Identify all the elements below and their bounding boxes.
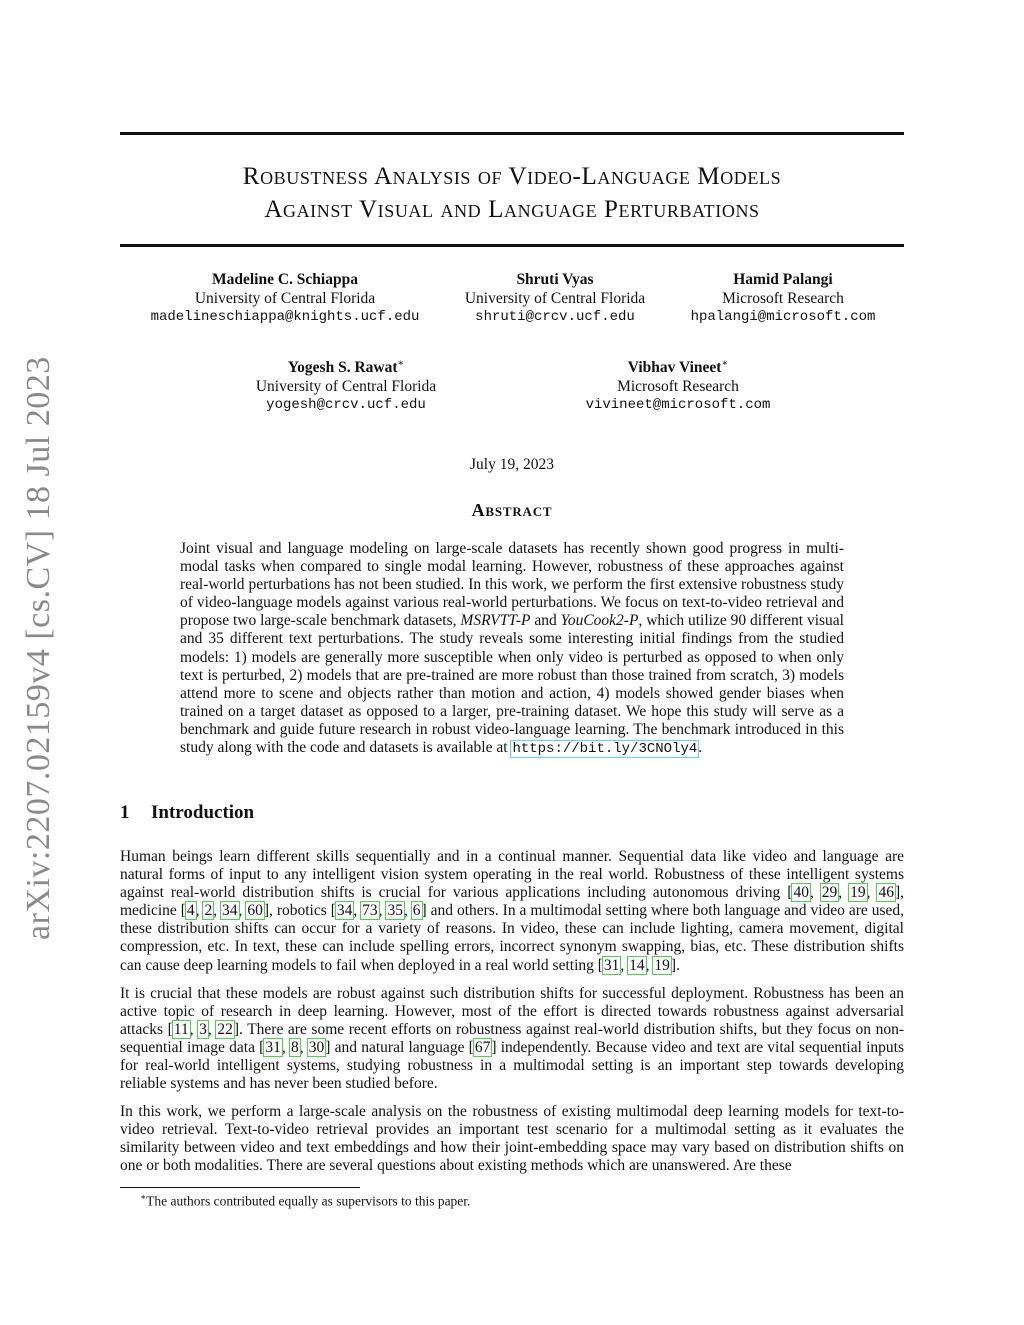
author-name: Yogesh S. Rawat∗ xyxy=(287,358,405,377)
author-name: Madeline C. Schiappa xyxy=(212,271,358,288)
arxiv-stamp: arXiv:2207.02159v4 [cs.CV] 18 Jul 2023 xyxy=(20,356,57,940)
citation-link[interactable]: 30 xyxy=(308,1039,325,1057)
author-name: Shruti Vyas xyxy=(516,271,594,288)
citation-link[interactable]: 4 xyxy=(186,902,195,920)
citation-link[interactable]: 29 xyxy=(821,884,838,902)
citation-link[interactable]: 8 xyxy=(290,1039,299,1057)
citation-link[interactable]: 14 xyxy=(629,956,645,974)
citation-link[interactable]: 3 xyxy=(199,1021,207,1039)
footnote-rule xyxy=(120,1187,360,1188)
author-affiliation: University of Central Florida xyxy=(464,290,646,307)
code-link[interactable]: https://bit.ly/3CNOly4 xyxy=(512,741,698,758)
citation-link[interactable]: 73 xyxy=(362,902,378,920)
citation-link[interactable]: 35 xyxy=(387,902,403,920)
citation-link[interactable]: 40 xyxy=(793,884,809,902)
intro-paragraph: It is crucial that these models are robust against such distribution shifts for successful deployment. Robustness has been an active topic of research in deep learning. However, most of the effort is directed towards robustness against adversarial attacks [11, 3, 22]. There are some recent efforts on robustness against real-world distribution shifts, but they focus on non-sequential image data [31, 8, 30] and natural language [67] independently. Because video and text are vital sequential inputs for real-world intelligent systems, studying robustness in a multimodal setting is an important step towards developing reliable systems and has never been studied before. xyxy=(120,985,904,1093)
author-block xyxy=(560,354,796,415)
title-bottom-rule xyxy=(120,244,904,247)
citation-link[interactable]: 2 xyxy=(204,902,213,920)
citation-link[interactable]: 31 xyxy=(265,1039,281,1057)
author-block xyxy=(236,354,456,415)
citation-link[interactable]: 34 xyxy=(222,902,238,920)
title-line-1: Robustness Analysis of Video-Language Models xyxy=(242,163,782,190)
intro-paragraph: Human beings learn different skills sequentially and in a continual manner. Sequential data like video and language are natural forms of input to any intelligent vision system operating in the real world. Robustness of these intelligent systems against real-world distribution shifts is crucial for various applications including autonomous driving [40, 29, 19, 46], medicine [4, 2, 34, 60], robotics [34, 73, 35, 6] and others. In a multimodal setting where both language and video are used, these distribution shifts can occur for a variety of reasons. In video, these can include lighting, camera movement, digital compression, etc. In text, these can include spelling errors, incorrect synonym swapping, bias, etc. These distribution shifts can cause deep learning models to fail when deployed in a real world setting [31, 14, 19]. xyxy=(120,848,905,974)
citation-link[interactable]: 19 xyxy=(850,884,866,902)
author-block xyxy=(440,270,670,327)
intro-paragraph: In this work, we perform a large-scale analysis on the robustness of existing multimodal deep learning models for text-to-video retrieval. Text-to-video retrieval provides an important test scenario for a multimodal setting as it evaluates the similarity between video and text embeddings and how their joint-embedding space may vary based on distribution shifts on one or both modalities. There are several questions about existing methods which are unanswered. Are these xyxy=(120,1103,904,1175)
author-block xyxy=(130,270,440,327)
author-email[interactable]: hpalangi@microsoft.com xyxy=(690,309,876,325)
citation-link[interactable]: 19 xyxy=(654,956,670,974)
author-block xyxy=(672,270,894,327)
citation-link[interactable]: 31 xyxy=(603,956,620,974)
citation-link[interactable]: 6 xyxy=(412,902,421,920)
citation-link[interactable]: 46 xyxy=(878,884,894,902)
author-email[interactable]: shruti@crcv.ucf.edu xyxy=(475,309,635,325)
author-email[interactable]: madelineschiappa@knights.ucf.edu xyxy=(150,309,420,325)
abstract-heading: Abstract xyxy=(471,500,553,520)
footnote: ∗The authors contributed equally as supervisors to this paper. xyxy=(140,1192,471,1209)
author-affiliation: University of Central Florida xyxy=(255,378,437,396)
paper-title xyxy=(120,160,904,226)
author-affiliation: Microsoft Research xyxy=(617,378,739,396)
author-affiliation: Microsoft Research xyxy=(722,290,844,307)
title-top-rule xyxy=(120,132,904,135)
author-affiliation: University of Central Florida xyxy=(194,290,376,307)
publication-date: July 19, 2023 xyxy=(470,456,554,473)
author-email[interactable]: vivineet@microsoft.com xyxy=(585,397,771,414)
abstract-body: Joint visual and language modeling on large-scale datasets has recently shown good progress in multi-modal tasks when compared to single modal learning. However, robustness of these approaches against real-world perturbations has not been studied. In this work, we perform the first extensive robustness study of video-language models against various real-world perturbations. We focus on text-to-video retrieval and propose two large-scale benchmark datasets, MSRVTT-P and YouCook2-P, which utilize 90 different visual and 35 different text perturbations. The study reveals some interesting initial findings from the studied models: 1) models are generally more susceptible when only video is perturbed as opposed to when only text is perturbed, 2) models that are pre-trained are more robust than those trained from scratch, 3) models attend more to scene and objects rather than motion and action, 4) models showed gender biases when trained on a target dataset as opposed to a larger, pre-training dataset. We hope this study will serve as a benchmark and guide future research in robust video-language learning. The benchmark introduced in this study along with the code and datasets is available at https://bit.ly/3CNOly4. xyxy=(180,540,844,758)
author-name: Vibhav Vineet∗ xyxy=(627,358,729,377)
author-email[interactable]: yogesh@crcv.ucf.edu xyxy=(266,397,426,414)
dataset-name: MSRVTT-P xyxy=(460,612,531,630)
citation-link[interactable]: 11 xyxy=(173,1021,189,1039)
dataset-name: YouCook2-P xyxy=(560,612,639,630)
title-line-2: Against Visual and Language Perturbations xyxy=(264,196,760,223)
author-name: Hamid Palangi xyxy=(733,271,833,288)
citation-link[interactable]: 34 xyxy=(336,902,353,920)
citation-link[interactable]: 22 xyxy=(217,1021,233,1039)
citation-link[interactable]: 67 xyxy=(474,1039,491,1057)
section-heading: 1 Introduction xyxy=(120,802,255,823)
citation-link[interactable]: 60 xyxy=(247,902,263,920)
